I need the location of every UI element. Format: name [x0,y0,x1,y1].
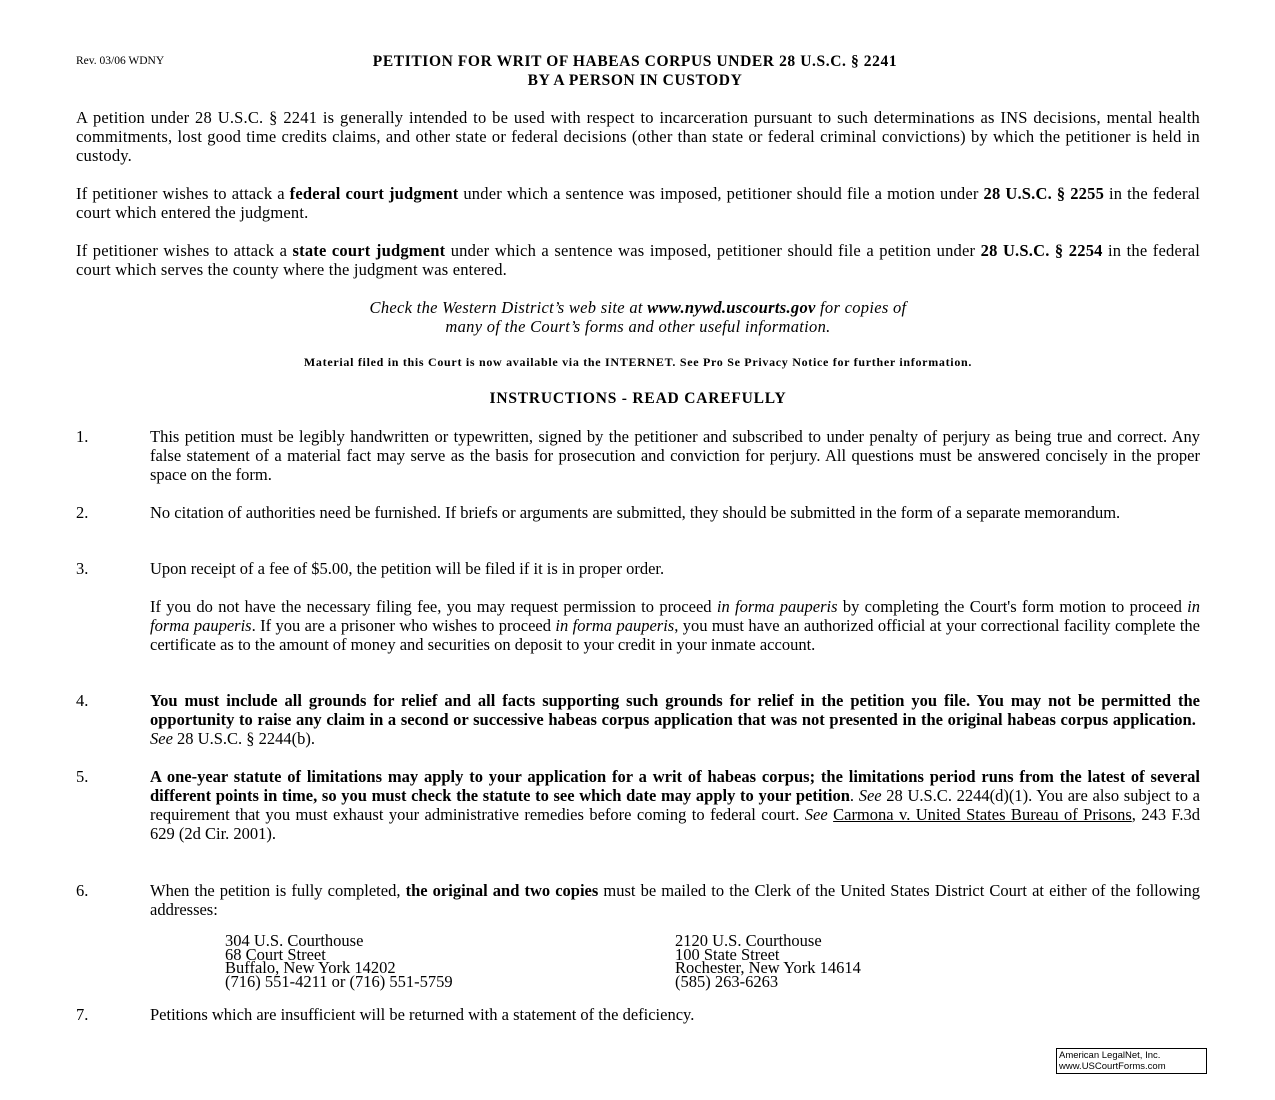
case-citation: Carmona v. United States Bureau of Prisons [833,805,1132,824]
address-line: 100 State Street [675,944,780,964]
instruction-item-3-ifp [76,597,1200,654]
latin-term: in forma pauperis [716,597,838,616]
instruction-item-2 [76,503,1200,522]
address-line: 2120 U.S. Courthouse [675,931,822,950]
item-text: Upon receipt of a fee of $5.00, the petition will be filed if it is in proper order. [150,559,665,578]
website-note [76,298,1200,336]
intro-paragraph-2 [76,184,1200,222]
item-number: 3. [76,559,89,578]
text: must be mailed to the Clerk of the United States District Court at either of the following addresses: [150,881,1201,919]
address-line: Buffalo, New York 14202 [225,958,396,977]
intro-paragraph-1: A petition under 28 U.S.C. § 2241 is generally intended to be used with respect to incarceration pursuant to such determinations as INS decisions, mental health commitments, lost good time credits claims, and other state or federal decisions (other than state or federal criminal convictions) by which the petitioner is held in custody. [76,108,1200,165]
instruction-item-5 [76,767,1200,843]
website-note-line-2: many of the Court’s forms and other useful information. [445,317,831,336]
citation: 28 U.S.C. § 2244(b). [172,729,315,748]
text: . If you are a prisoner who wishes to proceed [251,616,556,635]
website-link[interactable]: www.nywd.uscourts.gov [647,298,816,317]
title-line-1: PETITION FOR WRIT OF HABEAS CORPUS UNDER 28 U.S.C. § 2241 [372,53,898,70]
latin-term: in forma pauperis [150,597,1200,635]
instruction-item-4 [76,691,1200,748]
instruction-item-7 [76,1005,1200,1024]
text: by completing the Court's form motion to proceed [837,597,1188,616]
item-text: This petition must be legibly handwritten or typewritten, signed by the petitioner and subscribed to under penalty of perjury as being true and correct. Any false statement of a material fact may serve as the basis for prosecution and conviction for perjury. All questions must be answered concisely in the proper space on the form. [150,427,1200,484]
address-line: Rochester, New York 14614 [675,958,861,977]
address-rochester [675,931,861,991]
item-text: No citation of authorities need be furnished. If briefs or arguments are submitted, they should be submitted in the form of a separate memorandum. [150,503,1121,522]
publisher-footer [1056,1048,1207,1074]
see-signal: See [804,805,828,824]
bold-text: You must include all grounds for relief and all facts supporting such grounds for relief in the petition you file. You may not be permitted the opportunity to raise any claim in a second or successive habeas corpus application that was not presented in the original habeas corpus application. [150,691,1200,729]
bold-text: A one-year statute of limitations may apply to your application for a writ of habeas corpus; the limitations period runs from the latest of several different points in time, so you must check the statute to see which date may apply to your petition [150,767,1200,805]
see-signal: See [858,786,882,805]
address-buffalo [225,931,453,991]
text: If petitioner wishes to attack a [76,241,293,260]
address-line: 68 Court Street [225,944,326,964]
text: under which a sentence was imposed, petitioner should file a motion under [458,184,984,203]
text: 28 U.S.C. 2244(d)(1). You are also subject to a requirement that you must exhaust your administrative remedies before coming to federal court. [150,786,1201,824]
emphasis-2255: 28 U.S.C. § 2255 [983,184,1105,203]
publisher-website[interactable]: www.USCourtForms.com [1059,1061,1166,1072]
latin-term: in forma pauperis [555,616,675,635]
item-number: 5. [76,767,89,786]
text: , you must have an authorized official at your correctional facility complete the certificate as to the amount of money and securities on deposit to your credit in your inmate account. [150,616,1200,654]
emphasis-2254: 28 U.S.C. § 2254 [980,241,1103,260]
text: , 243 F.3d 629 (2d Cir. 2001). [150,805,1201,843]
phone-number: (585) 263-6263 [675,971,779,991]
intro-paragraph-3 [76,241,1200,279]
phone-numbers: (716) 551-4211 or (716) 551-5759 [225,971,453,991]
item-number: 1. [76,427,89,446]
text: If you do not have the necessary filing fee, you may request permission to proceed [150,597,717,616]
bold-text: the original and two copies [405,881,599,900]
text: under which a sentence was imposed, petitioner should file a petition under [445,241,981,260]
instruction-item-1 [76,427,1200,484]
text: . [849,786,859,805]
text: Check the Western District’s web site at [369,298,648,317]
title-line-2: BY A PERSON IN CUSTODY [527,72,743,89]
text: If petitioner wishes to attack a [76,184,290,203]
item-number: 7. [76,1005,89,1024]
page-title [200,52,1070,90]
see-signal: See [150,729,173,748]
emphasis-federal-judgment: federal court judgment [289,184,459,203]
text: for copies of [815,298,907,317]
address-line: 304 U.S. Courthouse [225,931,364,950]
text: When the petition is fully completed, [150,881,406,900]
item-number: 4. [76,691,89,710]
revision-label: Rev. 03/06 WDNY [76,55,165,67]
instruction-item-6 [76,881,1200,919]
item-text: Petitions which are insufficient will be returned with a statement of the deficiency. [150,1005,695,1024]
instructions-heading: INSTRUCTIONS - READ CAREFULLY [489,390,787,407]
internet-notice: Material filed in this Court is now available via the INTERNET. See Pro Se Privacy Notice for further information. [303,355,973,369]
text: in the federal court which entered the judgment. [76,184,1201,222]
instruction-item-3 [76,559,1200,578]
publisher-name: American LegalNet, Inc. [1059,1050,1161,1061]
item-number: 2. [76,503,89,522]
text: in the federal court which serves the county where the judgment was entered. [76,241,1200,279]
emphasis-state-judgment: state court judgment [292,241,446,260]
item-number: 6. [76,881,89,900]
